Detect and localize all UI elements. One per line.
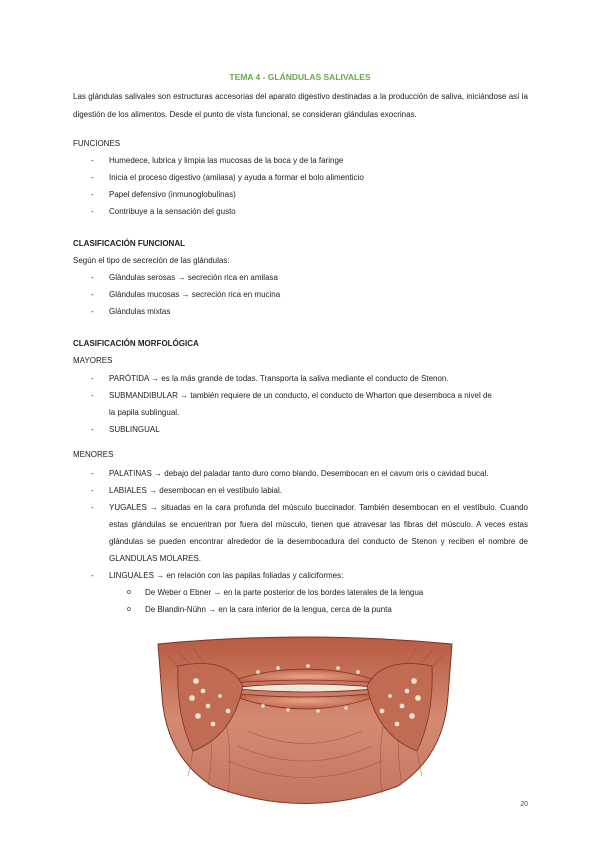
oral-cavity-illustration <box>148 636 462 806</box>
list-item: - Glándulas mixtas <box>91 307 171 316</box>
list-item: - YUGALES → situadas en la cara profunda del músculo buccinador. También desembocan en el vestíbulo. Cuando estas glándulas se encuentran por fuera del músculo, tienen que atravesar las fibras del músculo. A veces estas glándulas se pueden encontrar alrededor de la desembocadura del conducto de Stenon y reciben el nombre de GLANDULAS MOLARES. <box>91 503 528 563</box>
list-item: - PARÓTIDA → es la más grande de todas. Transporta la saliva mediante el conducto de Stenon. <box>91 374 449 383</box>
menores-label: MENORES <box>73 450 114 459</box>
clasificacion-morfologica-heading: CLASIFICACIÓN MORFOLÓGICA <box>73 339 199 348</box>
page-number: 20 <box>520 801 528 808</box>
list-item: - Humedece, lubrica y limpia las mucosas de la boca y de la faringe <box>91 156 344 165</box>
clasificacion-funcional-intro: Según el tipo de secreción de las glándulas: <box>73 256 230 265</box>
menores-list <box>91 465 528 618</box>
list-item: - PALATINAS → debajo del paladar tanto duro como blando. Desembocan en el cavum oris o cavidad bucal. <box>91 469 489 478</box>
funciones-heading: FUNCIONES <box>73 139 121 148</box>
list-item: - LINGUALES → en relación con las papilas foliadas y caliciformes: o De Weber o Ebner → en la parte posterior de los bordes laterales de la lengua o De Blandin-Nühn → en la cara inferior de la lengua, cerca de la punta <box>91 567 528 618</box>
list-item: - SUBLINGUAL <box>91 425 160 434</box>
intro-paragraph: Las glándulas salivales son estructuras accesorias del aparato digestivo destinadas a la producción de saliva, iniciándose así la digestión de los alimentos. Desde el punto de vista funcional, se consideran glándulas exocrinas. <box>73 92 528 119</box>
sublist-item: o De Weber o Ebner → en la parte posterior de los bordes laterales de la lengua <box>127 588 424 597</box>
clasificacion-funcional-list <box>91 269 528 320</box>
list-item: - Glándulas mucosas → secreción rica en mucina <box>91 290 281 299</box>
page-title: TEMA 4 - GLÁNDULAS SALIVALES <box>229 72 371 82</box>
list-item: - SUBMANDIBULAR → también requiere de un conducto, el conducto de Wharton que desemboca a nivel de la papila sublingual. <box>91 391 492 417</box>
linguales-sublist <box>127 584 528 618</box>
list-item: - Glándulas serosas → secreción rica en amilasa <box>91 273 278 282</box>
mayores-label: MAYORES <box>73 356 113 365</box>
clasificacion-funcional-heading: CLASIFICACIÓN FUNCIONAL <box>73 239 185 248</box>
list-item: - Contribuye a la sensación del gusto <box>91 207 236 216</box>
list-item: - LABIALES → desembocan en el vestíbulo labial. <box>91 486 282 495</box>
mayores-list <box>91 370 528 438</box>
funciones-list <box>91 152 528 220</box>
list-item: - Papel defensivo (inmunoglobulinas) <box>91 190 236 199</box>
list-item: - Inicia el proceso digestivo (amilasa) y ayuda a formar el bolo alimenticio <box>91 173 364 182</box>
sublist-item: o De Blandin-Nühn → en la cara inferior de la lengua, cerca de la punta <box>127 605 392 614</box>
